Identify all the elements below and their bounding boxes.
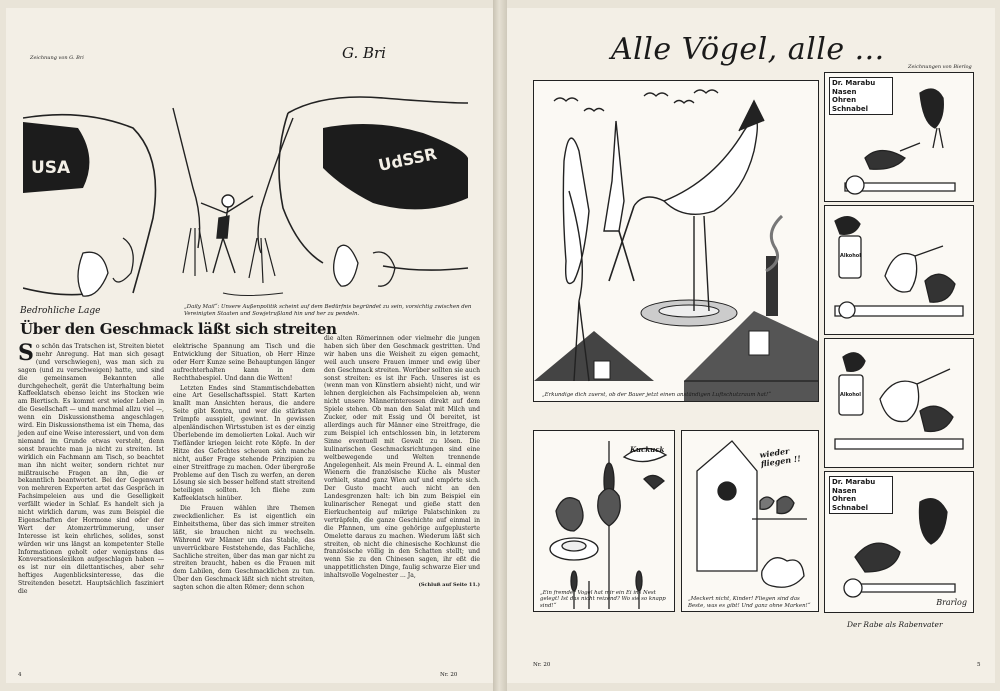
raven-scene-3 bbox=[825, 339, 973, 467]
birdhouse bbox=[697, 441, 757, 571]
raven bbox=[919, 499, 947, 544]
sign-line: Ohren bbox=[832, 495, 857, 503]
caption-title: Bedrohliche Lage bbox=[20, 306, 101, 316]
cow-cartoon bbox=[23, 88, 468, 303]
raven-panel-3 bbox=[824, 338, 974, 468]
kuckuck-caption: „Ein fremder Vogel hat mir ein Ei ins Nest gelegt! Ist das nicht reizend? Wo sie so knapp sind!“ bbox=[540, 589, 666, 609]
page-title: Alle Vögel, alle ... bbox=[611, 32, 885, 67]
bird-chick bbox=[760, 497, 774, 509]
sign-line: Nasen bbox=[832, 87, 857, 96]
cow-cartoon-illustration bbox=[23, 88, 468, 303]
stork-panel bbox=[533, 80, 819, 402]
udssr-tail bbox=[258, 118, 293, 253]
raven-caption: Der Rabe als Rabenvater bbox=[847, 620, 943, 629]
usa-tail bbox=[173, 108, 200, 248]
raven-panel-1 bbox=[824, 72, 974, 202]
page-gutter bbox=[493, 0, 507, 691]
article-headline: Über den Geschmack läßt sich streiten bbox=[20, 320, 337, 338]
raven-scene-2 bbox=[825, 206, 973, 334]
folio-issue: Nr. 20 bbox=[533, 662, 551, 668]
sign-line: Ohren bbox=[832, 96, 857, 104]
article-column-2 bbox=[173, 343, 315, 594]
raven-scene-1 bbox=[825, 73, 973, 201]
article-column-3 bbox=[324, 335, 480, 592]
raven bbox=[925, 274, 955, 302]
article-paragraph: Die Frauen wählen ihre Themen zweckdienlicher. Es ist eigentlich ein Einheitsthema, über das sich immer streiten läßt, sie brauchen nicht zu wechseln. Während wir Männer um das Stabile, das unverrückbare Feststehende, das Fachliche, Sachliche streiten, über das man gar nicht zu streiten braucht, haben es die Frauen mit dem Labilen, dem Geschmacklichen zu tun. Über den Geschmack läßt sich nicht streiten, sagten schon die alten Römer; denn schon bbox=[173, 505, 315, 592]
sign-line: Dr. Marabu bbox=[832, 79, 876, 87]
birdhouse-caption: „Meckert nicht, Kinder! Fliegen sind das Beste, was es gibt! Und ganz ohne Marken!“ bbox=[688, 596, 811, 609]
bird-center bbox=[598, 489, 621, 527]
artist-signature: Brarlog bbox=[936, 598, 967, 607]
drop-cap: S bbox=[18, 340, 34, 366]
raven bbox=[920, 89, 943, 128]
cartoon-signature: G. Bri bbox=[342, 44, 386, 62]
raven bbox=[920, 406, 953, 431]
bird-left bbox=[556, 498, 583, 531]
raven-panel-4 bbox=[824, 471, 974, 613]
drawings-credit: Zeichnungen von Bierlog bbox=[908, 64, 972, 70]
stork-caption: „Erkundige dich zuerst, ob der Bauer jetzt einen anständigen Luftschutzraum hat!“ bbox=[542, 392, 771, 398]
stork-illustration bbox=[534, 81, 818, 401]
udssr-label: UdSSR bbox=[376, 144, 439, 175]
article-paragraph: Letzten Endes sind Stammtischdebatten eine Art Gesellschaftsspiel. Statt Karten knallt man Ansichten heraus, die andere Seite gibt Kontra, und wer die stärksten Trümpfe ausspielt, gewinnt. In gewissen alpenländischen Wirtsstuben ist es der einzig Überlebende im demolierten Lokal. Auch wir Tiefländer kriegen leicht rote Köpfe. In der Hitze des Gefechtes scheuen sich manche nicht, außer Frage stehende Prinzipien zu einer Streitfrage zu machen. Oder übergroße Probleme auf den Tisch zu werfen, an deren Lösung sie sich besser helfend statt streitend beteiligen sollten. Ich fliehe zum Kaffeeklatsch hinüber. bbox=[173, 384, 315, 503]
birdhouse-panel bbox=[681, 430, 819, 612]
article-column-1 bbox=[18, 340, 164, 598]
alcohol-label: Alkohol bbox=[840, 392, 861, 398]
article-paragraph: die alten Römerinnen oder vielmehr die jungen haben sich über den Geschmack gestritten. Und wir haben uns die Weisheit zu eigen gemacht, weil auch unsere Frauen immer und ewig über den Geschmack streiten. Worüber sollten sie auch sonst streiten: es ist ihr Fach. Unseres ist es (wenn man von Künstlern absieht) nicht, und wir lehnen dergleichen als Fachsimpeleien ab, wenn nicht unsere Männerinteressen direkt auf dem Spiele stehen. Ob man den Salat mit Milch und Zucker, oder mit Essig und Öl bereitet, ist allerdings auch für Männer eine Streitfrage, die zum Beispiel ich entschlossen bin, in letzterem Sinne eventuell mit Gewalt zu lösen. Die kulinarischen Geschmacksrichtungen sind eine weltbewegende und Welten trennende Angelegenheit. Als mein Freund A. L. einmal den Wienern die französische Küche als Muster vorhielt, stand ganz Wien auf und empörte sich. Der Gusto macht auch nicht an den Landesgrenzen halt: ich bin zum Beispiel ein kulinarischer Renegat und gieße statt den Eierkuchenteig auf mikrige Palatschinken zu verträpfeln, die ganze Geschichte auf einmal in die Pfannen, um eine gehörige aufgeplusterte Omelette daraus zu machen. Wiederum läßt sich streiten, ob nicht die chinesische Kochkunst die französische völlig in den Schatten stellt; und wenn Sie zu den Chinesen sagen, ihr eßt die unappetitlichsten Dinge, faulig schwarze Eier und inhaltsvolle Vogelnester ... Ja, bbox=[324, 335, 480, 580]
kuckuck-illustration bbox=[534, 431, 674, 611]
kuckuck-label: Kuckuck bbox=[630, 445, 665, 454]
udder-right bbox=[334, 245, 358, 286]
kuckuck-panel bbox=[533, 430, 675, 612]
bird-parent bbox=[777, 496, 794, 513]
sign-line: Nasen bbox=[832, 486, 857, 495]
sign-line: Schnabel bbox=[832, 104, 869, 113]
cartoon-credit: Zeichnung von G. Bri bbox=[30, 55, 84, 61]
stork-right bbox=[609, 101, 764, 311]
sign-line: Dr. Marabu bbox=[832, 478, 876, 486]
folio-page-number: 5 bbox=[977, 662, 981, 668]
article-col1-text: o schön das Tratschen ist, Streiten bietet mehr Anregung. Hat man sich gesagt (und verschwiegen), was man sich zu sagen (und zu verschweigen) hatte, und sind die gemeinsamen Bekannten alle durchgehechelt, gerät die Unterhaltung beim Kaffeeklatsch ebenso leicht ins Stocken wie am Biertisch. Es kommt erst wieder Leben in die Gesellschaft — und manchmal allzu viel —, wenn ein Diskussionsthema angeschlagen wird. Ein Diskussionsthema ist ein Thema, das jeden auf eine Weise interessiert, und von dem niemand im Grunde etwas versteht, denn sonst brauchte man ja nicht zu streiten. Ist wirklich ein Fachmann am Tisch, so beachtet man ihn nicht weiter, sondern richtet nur mißtrauische Fragen an ihn, die er bekanntlich beantwortet. Bei der Gegenwart von mehreren Experten artet das Gespräch in Fachsimpeleien aus und die Geselligkeit verfällt wieder in Schlaf. Es handelt sich ja nicht wirklich darum, was zum Beispiel die Eigenschaften der Hormone sind oder der Wert der Atomzertrümmerung, unser Interesse ist kein ehrliches, solides, sonst würden wir uns längst an kompetenter Stelle Informationen geholt oder wenigstens das Konversationslexikon aufgeschlagen haben — es ist nur ein dilettantisches, aber sehr heftiges Augenblicksinteresse, das die Streitenden besetzt. Hauptsächlich fasziniert die bbox=[18, 343, 164, 596]
man-figure bbox=[201, 195, 253, 273]
raven-panel-2 bbox=[824, 205, 974, 335]
continued-note: (Schluß auf Seite 11.) bbox=[418, 582, 480, 589]
flying-label: wieder fliegen !! bbox=[758, 445, 802, 469]
usa-label: USA bbox=[31, 158, 71, 178]
folio-issue: Nr. 20 bbox=[440, 672, 458, 678]
udder-left bbox=[78, 252, 108, 296]
caption-quote: „Daily Mail“: Unsere Außenpolitik scheint auf dem Bedürfnis begründet zu sein, vorsichtig zwischen den Vereinigten Staaten und Sowjetrußland hin und her zu pendeln. bbox=[184, 304, 472, 317]
folio-page-number: 4 bbox=[18, 672, 22, 678]
alcohol-label: Alkohol bbox=[840, 253, 861, 259]
raven-scene-4 bbox=[825, 472, 973, 612]
left-page bbox=[6, 8, 493, 683]
bird-flying bbox=[644, 475, 664, 489]
article-paragraph: elektrische Spannung am Tisch und die Entwicklung der Situation, ob Herr Hinze oder Herr Kunze seine Behauptungen länger aufrechterhalten kann in dem Rechthabespiel. Und dann die Wetten! bbox=[173, 343, 315, 382]
right-page bbox=[507, 8, 995, 683]
sign-line: Schnabel bbox=[832, 503, 869, 512]
